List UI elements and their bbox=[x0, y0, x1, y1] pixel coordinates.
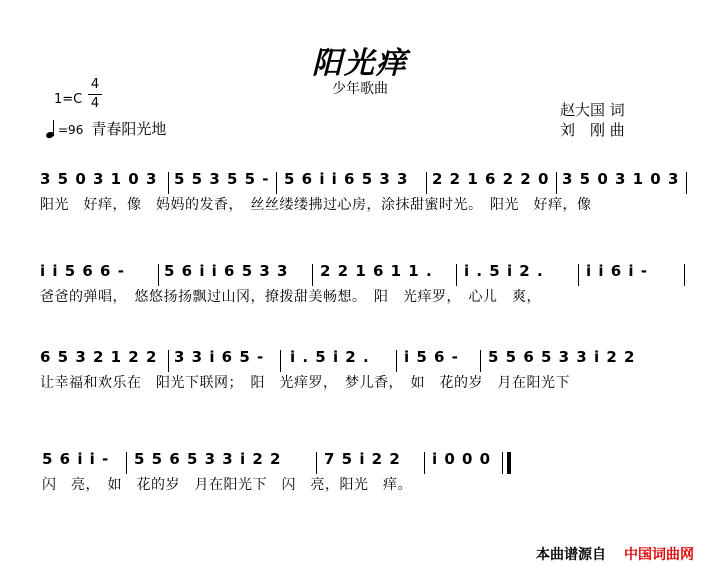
measure-notes: i . 5 i 2 . bbox=[464, 262, 544, 280]
key-signature: 1=C bbox=[54, 92, 83, 107]
score-line-2 bbox=[0, 262, 720, 310]
measure-notes: 5 5 6 5 3 3 i 2 2 bbox=[488, 348, 636, 366]
barline bbox=[396, 350, 397, 372]
lyrics-line: 让幸福和欢乐在 阳光下联网； 阳 光痒罗， 梦儿香， 如 花的岁 月在阳光下 bbox=[40, 375, 570, 391]
barline bbox=[276, 172, 277, 194]
quarter-note-icon bbox=[46, 120, 58, 138]
final-barline-thick bbox=[507, 452, 511, 474]
composer-credit: 刘 刚 曲 bbox=[560, 121, 625, 139]
score-subtitle: 少年歌曲 bbox=[332, 81, 388, 97]
measure-notes: 3 3 i 6 5 - bbox=[174, 348, 265, 366]
barline bbox=[158, 264, 159, 286]
source-label: 本曲谱源自 bbox=[536, 547, 606, 563]
score-line-1 bbox=[0, 170, 720, 218]
lyrics-line: 阳光 好痒，像 妈妈的发香， 丝丝缕缕拂过心房，涂抹甜蜜时光。 阳光 好痒，像 bbox=[40, 197, 592, 213]
measure-notes: 6 5 3 2 1 2 2 bbox=[40, 348, 158, 366]
lyrics-line: 闪 亮， 如 花的岁 月在阳光下 闪 亮，阳光 痒。 bbox=[42, 477, 412, 493]
barline bbox=[280, 350, 281, 372]
tempo-value: =96 bbox=[58, 123, 84, 137]
measure-notes: i 5 6 - bbox=[404, 348, 459, 366]
measure-notes: 5 6 i i 6 5 3 3 bbox=[284, 170, 409, 188]
score-title: 阳光痒 bbox=[312, 46, 408, 81]
barline bbox=[556, 172, 557, 194]
time-signature bbox=[88, 78, 102, 111]
measure-notes: 2 2 1 6 1 1 . bbox=[320, 262, 433, 280]
measure-notes: i i 6 i - bbox=[586, 262, 648, 280]
credits bbox=[560, 100, 625, 140]
measure-notes: i 0 0 0 bbox=[432, 450, 492, 468]
barline bbox=[456, 264, 457, 286]
lyricist-credit: 赵大国 词 bbox=[560, 101, 625, 119]
lyrics-line: 爸爸的弹唱， 悠悠扬扬飘过山冈，撩拨甜美畅想。 阳 光痒罗， 心儿 爽， bbox=[40, 289, 541, 305]
source-site-link[interactable]: 中国词曲网 bbox=[624, 547, 694, 563]
barline bbox=[426, 172, 427, 194]
barline bbox=[684, 264, 685, 286]
time-signature-divider bbox=[88, 94, 102, 95]
time-signature-bottom: 4 bbox=[90, 96, 100, 111]
barline bbox=[424, 452, 425, 474]
measure-notes: i i 5 6 6 - bbox=[40, 262, 125, 280]
barline bbox=[578, 264, 579, 286]
score-line-3 bbox=[0, 348, 720, 396]
measure-notes: 5 5 3 5 5 - bbox=[174, 170, 270, 188]
measure-notes: 5 6 i i 6 5 3 3 bbox=[164, 262, 289, 280]
barline bbox=[312, 264, 313, 286]
measure-notes: 5 5 6 5 3 3 i 2 2 bbox=[134, 450, 282, 468]
barline bbox=[480, 350, 481, 372]
measure-notes: 3 5 0 3 1 0 3 bbox=[562, 170, 680, 188]
score-line-4 bbox=[0, 450, 720, 498]
barline bbox=[168, 350, 169, 372]
measure-notes: 2 2 1 6 2 2 0 bbox=[432, 170, 550, 188]
barline bbox=[168, 172, 169, 194]
time-signature-top: 4 bbox=[90, 77, 100, 92]
barline bbox=[316, 452, 317, 474]
measure-notes: 3 5 0 3 1 0 3 bbox=[40, 170, 158, 188]
final-barline-thin bbox=[502, 452, 503, 474]
measure-notes: 5 6 i i - bbox=[42, 450, 110, 468]
measure-notes: 7 5 i 2 2 bbox=[324, 450, 401, 468]
barline bbox=[126, 452, 127, 474]
measure-notes: i . 5 i 2 . bbox=[290, 348, 370, 366]
song-reference: 青春阳光地 bbox=[91, 120, 167, 138]
barline bbox=[686, 172, 687, 194]
tempo-marking bbox=[46, 118, 166, 139]
